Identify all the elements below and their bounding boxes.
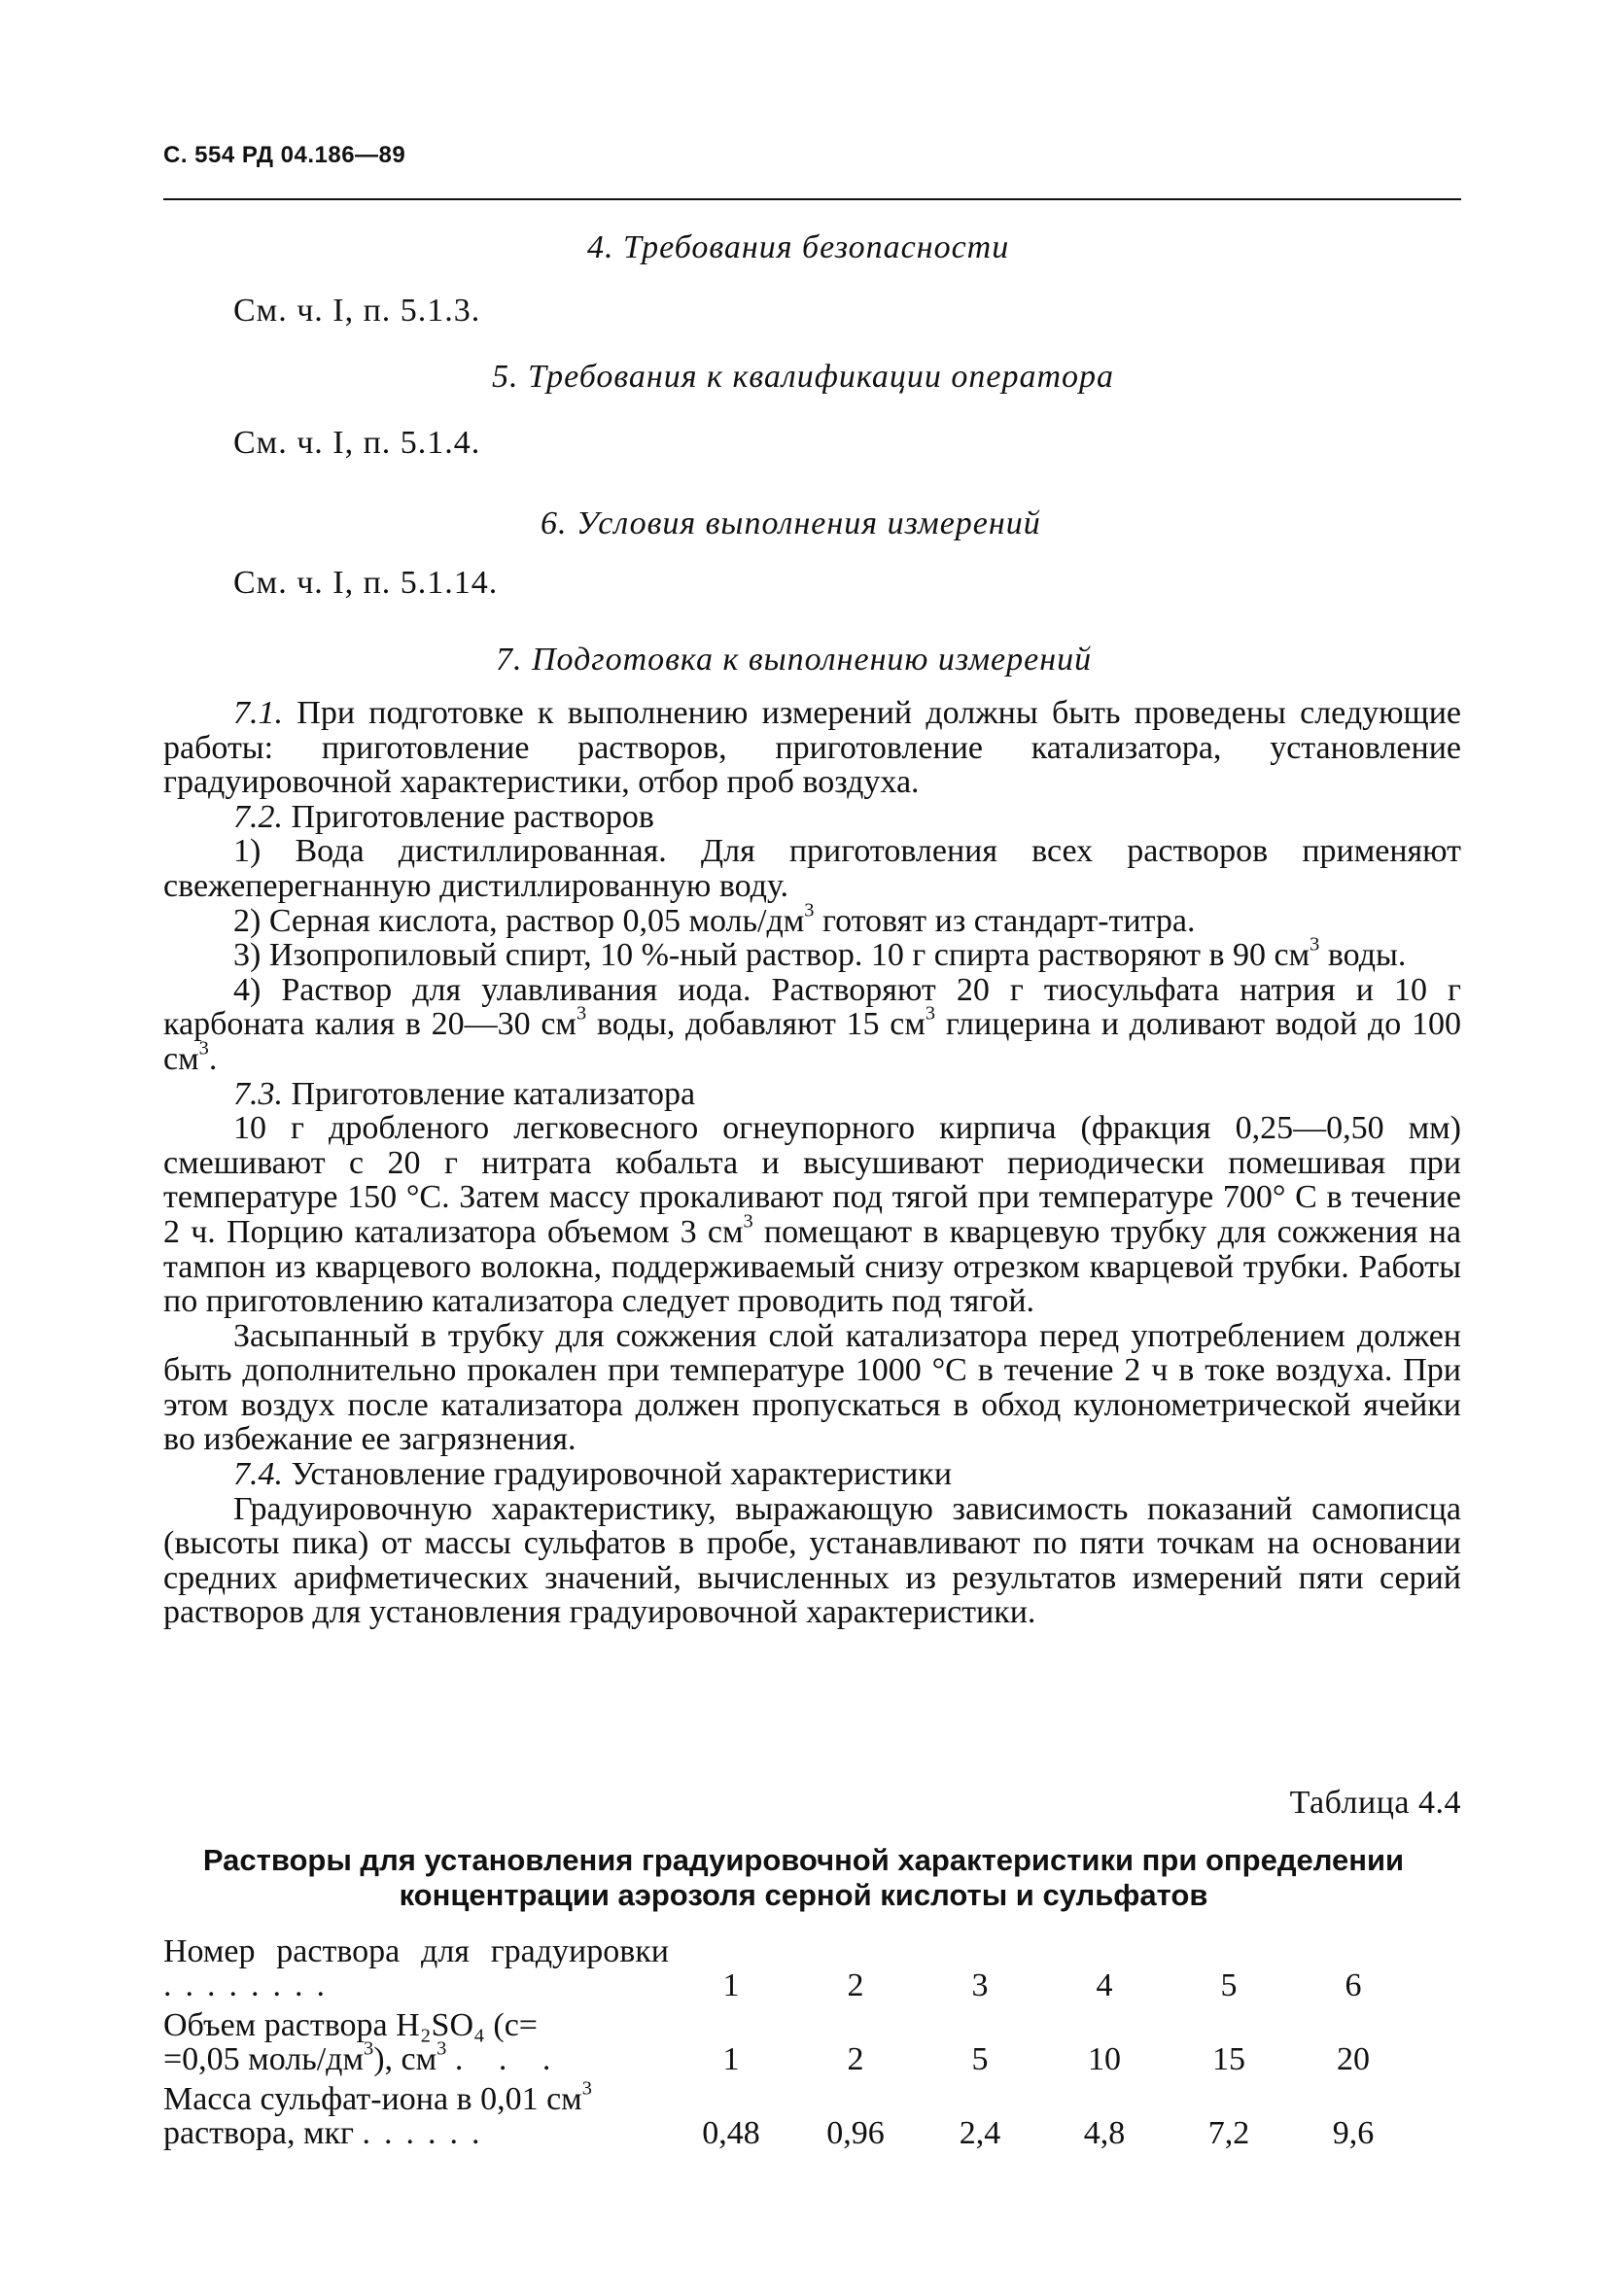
table-row (163, 2008, 1415, 2082)
leader-dots: ...... (362, 2115, 494, 2151)
table-cell: 2 (847, 2041, 864, 2077)
section-5-title: 5. Требования к квалификации оператора (492, 359, 1115, 395)
item-text: воды, добавляют 15 см (586, 1006, 926, 1043)
table-cell: 5 (971, 2041, 989, 2077)
table-cell: 5 (1220, 1967, 1238, 2003)
row-label (163, 2008, 669, 2082)
section-7-title: 7. Подготовка к выполнению измерений (496, 642, 1093, 678)
table-cell: 7,2 (1207, 2115, 1250, 2151)
section-6-title: 6. Условия выполнения измерений (541, 505, 1041, 541)
table-number: Таблица 4.4 (1289, 1785, 1461, 1821)
item-text: готовят из стандарт-титра. (814, 902, 1196, 939)
table-cell: 10 (1088, 2041, 1121, 2077)
item-text: 3) Изопропиловый спирт, 10 %-ный раствор. 10 г спирта растворяют в 90 см (233, 937, 1310, 974)
superscript: 3 (743, 1210, 753, 1233)
table-title: Растворы для установления градуировочной характеристики при определении концентрации аэрозоля серной кислоты и сульфатов (202, 1843, 1405, 1912)
body-text (163, 696, 1461, 1630)
catalyst-paragraph-1 (163, 1111, 1461, 1319)
paragraph-number: 7.4. (233, 1456, 283, 1493)
superscript: 3 (363, 2037, 374, 2060)
table-row (163, 2082, 1415, 2156)
calibration-table (163, 1934, 1415, 2156)
item-text: 2) Серная кислота, раствор 0,05 моль/дм (233, 902, 805, 939)
superscript: 3 (198, 1037, 209, 1060)
row-label (163, 2077, 669, 2156)
item-text: . (208, 1040, 218, 1077)
paragraph-text: 10 г дробленого легковесного огнеупорного кирпича (фракция 0,25—0,50 мм) смешивают с 20 г нитрата кобальта и высушивают периодически помешивая при температуре 150 °С. Затем массу прокаливают под тягой при температуре 700° С в течение 2 ч. Порцию катализатора объемом 3 см (163, 1110, 1461, 1250)
list-item-4 (163, 973, 1461, 1077)
table-cell: 20 (1337, 2041, 1370, 2077)
label-text: Масса сульфат-иона в 0,01 см (163, 2081, 582, 2117)
section-4-title: 4. Требования безопасности (587, 229, 1010, 265)
table-cell: 0,96 (826, 2115, 885, 2151)
table-cell: 1 (722, 2041, 740, 2077)
paragraph-text: Приготовление растворов (291, 798, 654, 835)
table-cell: 4,8 (1083, 2115, 1126, 2151)
list-item-1: 1) Вода дистиллированная. Для приготовления всех растворов применяют свежеперегнанную дистиллированную воду. (163, 833, 1461, 904)
paragraph-text: При подготовке к выполнению измерений должны быть проведены следующие работы: приготовление растворов, приготовление катализатора, установление градуировочной характеристики, отбор проб воздуха. (163, 695, 1461, 801)
item-text: глицерина и доливают водой до 100 см (163, 1006, 1461, 1077)
paragraph-text: Установление градуировочной характеристики (291, 1456, 953, 1493)
calibration-paragraph: Градуировочную характеристику, выражающую зависимость показаний самописца (высоты пика) от массы сульфатов в пробе, устанавливают по пяти точкам на основании средних арифметических значений, вычисленных из результатов измерений пяти серий растворов для установления градуировочной характеристики. (163, 1490, 1461, 1631)
leader-dots: . . . (454, 2041, 565, 2077)
label-text: Номер раствора для градуировки (163, 1933, 669, 1969)
table-row (163, 1934, 1415, 2008)
superscript: 3 (581, 2077, 592, 2100)
item-text: 4) Раствор для улавливания иода. Растворяют 20 г тиосульфата натрия и 10 г карбоната калия в 20—30 см (163, 971, 1461, 1043)
catalyst-paragraph-2: Засыпанный в трубку для сожжения слой катализатора перед употреблением должен быть дополнительно прокален при температуре 1000 °С в течение 2 ч в токе воздуха. При этом воздух после катализатора должен пропускаться в обход кулонометрической ячейки во избежание ее загрязнения. (163, 1317, 1461, 1458)
superscript: 3 (1310, 933, 1320, 956)
label-text: =0,05 моль/дм (163, 2041, 364, 2077)
leader-dots: ........ (163, 1967, 338, 2003)
row-label (163, 1934, 669, 2008)
table-cell: 1 (722, 1967, 740, 2003)
table-cell: 2 (847, 1967, 864, 2003)
section-4-reference: См. ч. I, п. 5.1.3. (233, 293, 481, 329)
paragraph-7-3 (163, 1077, 1461, 1112)
label-text: Объем раствора H₂SO₄ (c= (163, 2007, 538, 2043)
running-head: С. 554 РД 04.186—89 (163, 142, 406, 168)
label-text: раствора, мкг (163, 2115, 354, 2151)
paragraph-text: Приготовление катализатора (291, 1075, 696, 1112)
table-cell: 15 (1212, 2041, 1245, 2077)
superscript: 3 (925, 1003, 936, 1026)
table-cell: 0,48 (702, 2115, 760, 2151)
paragraph-7-4 (163, 1457, 1461, 1492)
table-cell: 2,4 (959, 2115, 1001, 2151)
superscript: 3 (437, 2037, 447, 2060)
paragraph-text: помещают в кварцевую трубку для сожжения на тампон из кварцевого волокна, поддерживаемый снизу отрезком кварцевой трубки. Работы по приготовлению катализатора следует проводить под тягой. (163, 1213, 1461, 1320)
list-item-3 (163, 933, 1461, 974)
superscript: 3 (804, 899, 815, 922)
header-rule (163, 198, 1461, 200)
superscript: 3 (576, 1003, 587, 1026)
table-cell: 9,6 (1332, 2115, 1375, 2151)
paragraph-7-1 (163, 696, 1461, 800)
table-cell: 3 (971, 1967, 989, 2003)
item-text: воды. (1319, 937, 1407, 974)
paragraph-number: 7.1. (233, 695, 283, 731)
table-cell: 6 (1345, 1967, 1362, 2003)
section-5-reference: См. ч. I, п. 5.1.4. (233, 425, 481, 461)
paragraph-number: 7.2. (233, 798, 283, 835)
paragraph-number: 7.3. (233, 1075, 283, 1112)
list-item-2 (163, 899, 1461, 939)
label-text: ), см (373, 2041, 437, 2077)
table-cell: 4 (1096, 1967, 1113, 2003)
paragraph-7-2 (163, 800, 1461, 835)
section-6-reference: См. ч. I, п. 5.1.14. (233, 565, 499, 601)
